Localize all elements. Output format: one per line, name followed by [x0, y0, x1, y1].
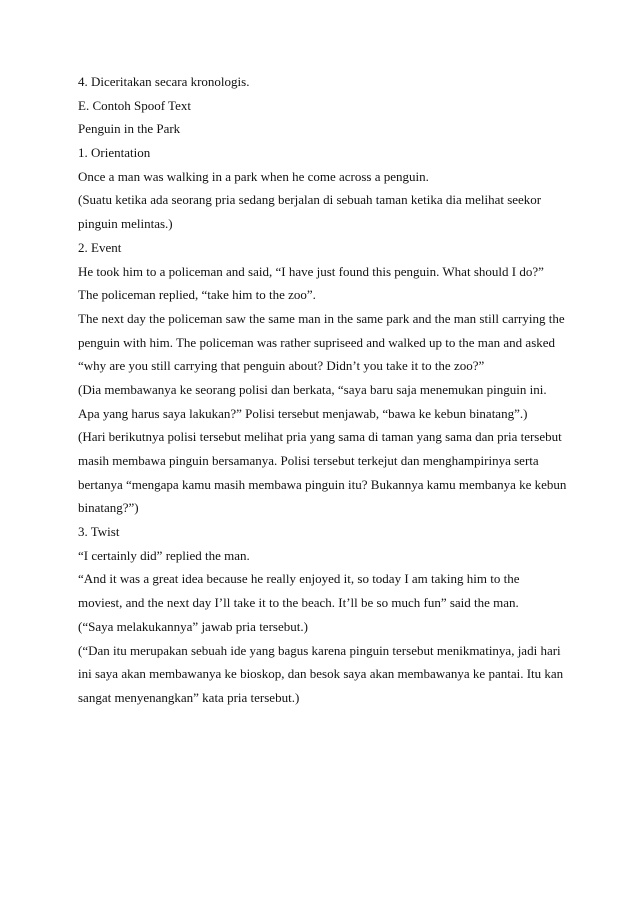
text-line: “why are you still carrying that penguin about? Didn’t you take it to the zoo?” [78, 358, 485, 374]
document-body [78, 70, 568, 710]
text-line: (Suatu ketika ada seorang pria sedang berjalan di sebuah taman ketika dia melihat seekor [78, 192, 542, 208]
text-line: sangat menyenangkan” kata pria tersebut.) [78, 689, 300, 705]
text-line: The next day the policeman saw the same man in the same park and the man still carrying the [78, 310, 565, 326]
text-line: pinguin melintas.) [78, 216, 173, 232]
text-line: “And it was a great idea because he really enjoyed it, so today I am taking him to the [78, 571, 520, 587]
text-line: (“Dan itu merupakan sebuah ide yang bagus karena pinguin tersebut menikmatinya, jadi hari [78, 642, 561, 658]
text-line: “I certainly did” replied the man. [78, 547, 250, 563]
text-line: He took him to a policeman and said, “I have just found this penguin. What should I do?” [78, 263, 544, 279]
text-line: 3. Twist [78, 524, 120, 540]
text-line: binatang?”) [78, 500, 139, 516]
text-line: masih membawa pinguin bersamanya. Polisi tersebut terkejut dan menghampirinya serta [78, 453, 539, 468]
text-line: 2. Event [78, 239, 122, 255]
text-line: Apa yang harus saya lakukan?” Polisi tersebut menjawab, “bawa ke kebun binatang”.) [78, 405, 528, 421]
text-line: (“Saya melakukannya” jawab pria tersebut.) [78, 618, 308, 634]
text-line: penguin with him. The policeman was rather supriseed and walked up to the man and asked [78, 334, 556, 350]
text-line: 4. Diceritakan secara kronologis. [78, 74, 250, 89]
text-line: moviest, and the next day I’ll take it to the beach. It’ll be so much fun” said the man. [78, 595, 519, 611]
text-line: (Dia membawanya ke seorang polisi dan berkata, “saya baru saja menemukan pinguin ini. [78, 381, 547, 397]
text-line: The policeman replied, “take him to the zoo”. [78, 287, 316, 303]
text-line: (Hari berikutnya polisi tersebut melihat pria yang sama di taman yang sama dan pria tersebut [78, 429, 562, 445]
text-line: Penguin in the Park [78, 121, 181, 137]
text-line: ini saya akan membawanya ke bioskop, dan besok saya akan membawanya ke pantai. Itu kan [78, 666, 564, 682]
text-line: Once a man was walking in a park when he come across a penguin. [78, 168, 429, 184]
text-line: 1. Orientation [78, 145, 151, 161]
text-line: bertanya “mengapa kamu masih membawa pinguin itu? Bukannya kamu membanya ke kebun [78, 476, 567, 492]
text-line: E. Contoh Spoof Text [78, 97, 191, 113]
